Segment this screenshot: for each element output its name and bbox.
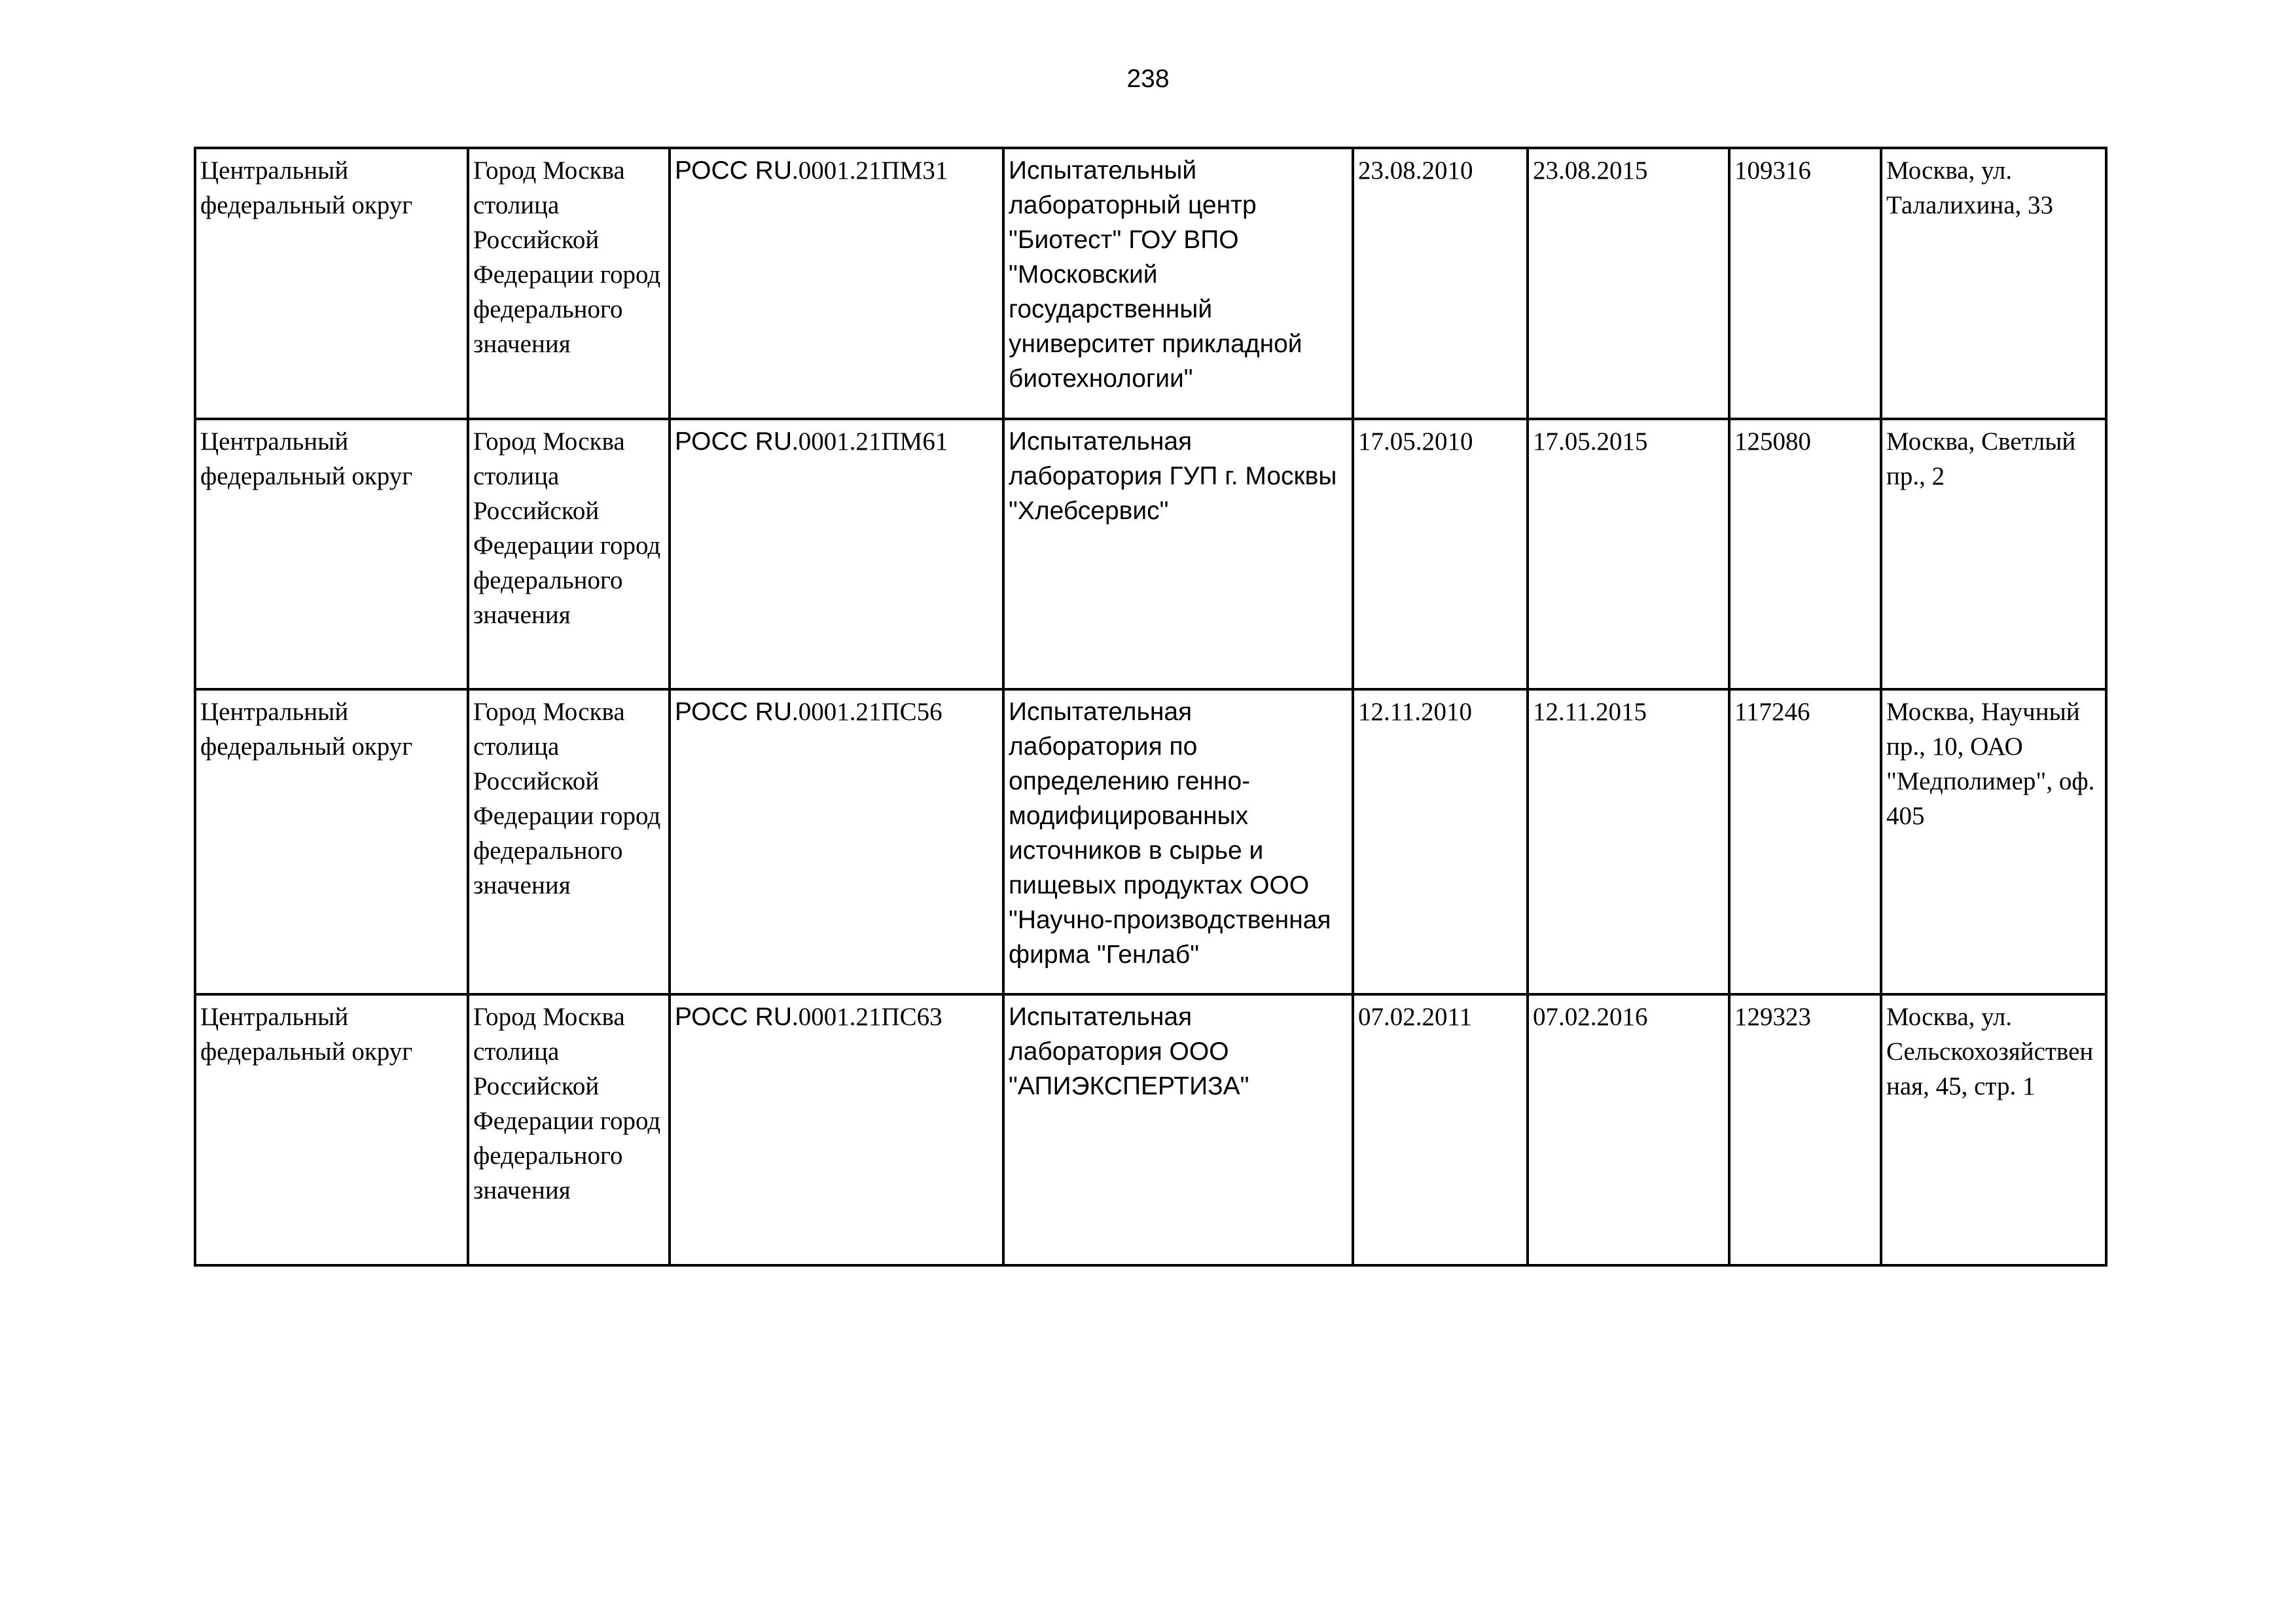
organization-cell: Испытательная лаборатория ООО "АПИЭКСПЕРТИЗА": [1003, 994, 1353, 1265]
certificate-prefix: РОСС RU: [675, 1003, 792, 1031]
date-from-cell: 12.11.2010: [1353, 689, 1528, 994]
page-number: 238: [1126, 65, 1170, 93]
certificate-cell: [670, 689, 1003, 994]
date-to-cell: 12.11.2015: [1528, 689, 1729, 994]
region-cell: Город Москва столица Российской Федерации город федерального значения: [468, 689, 670, 994]
table-row: [195, 994, 2106, 1265]
postcode-cell: 109316: [1729, 148, 1881, 419]
date-to-cell: 07.02.2016: [1528, 994, 1729, 1265]
certificate-suffix: .0001.21ПМ31: [792, 156, 948, 185]
district-cell: Центральный федеральный округ: [195, 148, 468, 419]
district-cell: Центральный федеральный округ: [195, 419, 468, 689]
table-row: [195, 419, 2106, 689]
certificate-cell: [670, 148, 1003, 419]
postcode-cell: 129323: [1729, 994, 1881, 1265]
table-row: [195, 148, 2106, 419]
organization-cell: Испытательный лабораторный центр "Биотест" ГОУ ВПО "Московский государственный университет прикладной биотехнологии": [1003, 148, 1353, 419]
region-cell: Город Москва столица Российской Федерации город федерального значения: [468, 148, 670, 419]
region-cell: Город Москва столица Российской Федерации город федерального значения: [468, 994, 670, 1265]
date-from-cell: 17.05.2010: [1353, 419, 1528, 689]
certificate-suffix: .0001.21ПМ61: [792, 427, 948, 456]
certificate-prefix: РОСС RU: [675, 427, 792, 456]
date-from-cell: 07.02.2011: [1353, 994, 1528, 1265]
address-cell: Москва, Научный пр., 10, ОАО "Медполимер", оф. 405: [1881, 689, 2106, 994]
address-cell: Москва, Светлый пр., 2: [1881, 419, 2106, 689]
region-cell: Город Москва столица Российской Федерации город федерального значения: [468, 419, 670, 689]
address-cell: Москва, ул. Талалихина, 33: [1881, 148, 2106, 419]
date-from-cell: 23.08.2010: [1353, 148, 1528, 419]
table-row: [195, 689, 2106, 994]
certificate-cell: [670, 994, 1003, 1265]
organization-cell: Испытательная лаборатория ГУП г. Москвы "Хлебсервис": [1003, 419, 1353, 689]
postcode-cell: 117246: [1729, 689, 1881, 994]
certificate-prefix: РОСС RU: [675, 156, 792, 185]
certificate-suffix: .0001.21ПС56: [792, 698, 942, 726]
district-cell: Центральный федеральный округ: [195, 994, 468, 1265]
district-cell: Центральный федеральный округ: [195, 689, 468, 994]
certificate-suffix: .0001.21ПС63: [792, 1003, 942, 1031]
date-to-cell: 17.05.2015: [1528, 419, 1729, 689]
address-cell: Москва, ул. Сельскохозяйственная, 45, стр. 1: [1881, 994, 2106, 1265]
organization-cell: Испытательная лаборатория по определению генно-модифицированных источников в сырье и пищевых продуктах ООО "Научно-производственная фирма "Генлаб": [1003, 689, 1353, 994]
registry-table: [194, 147, 2108, 1267]
date-to-cell: 23.08.2015: [1528, 148, 1729, 419]
certificate-cell: [670, 419, 1003, 689]
certificate-prefix: РОСС RU: [675, 698, 792, 726]
postcode-cell: 125080: [1729, 419, 1881, 689]
